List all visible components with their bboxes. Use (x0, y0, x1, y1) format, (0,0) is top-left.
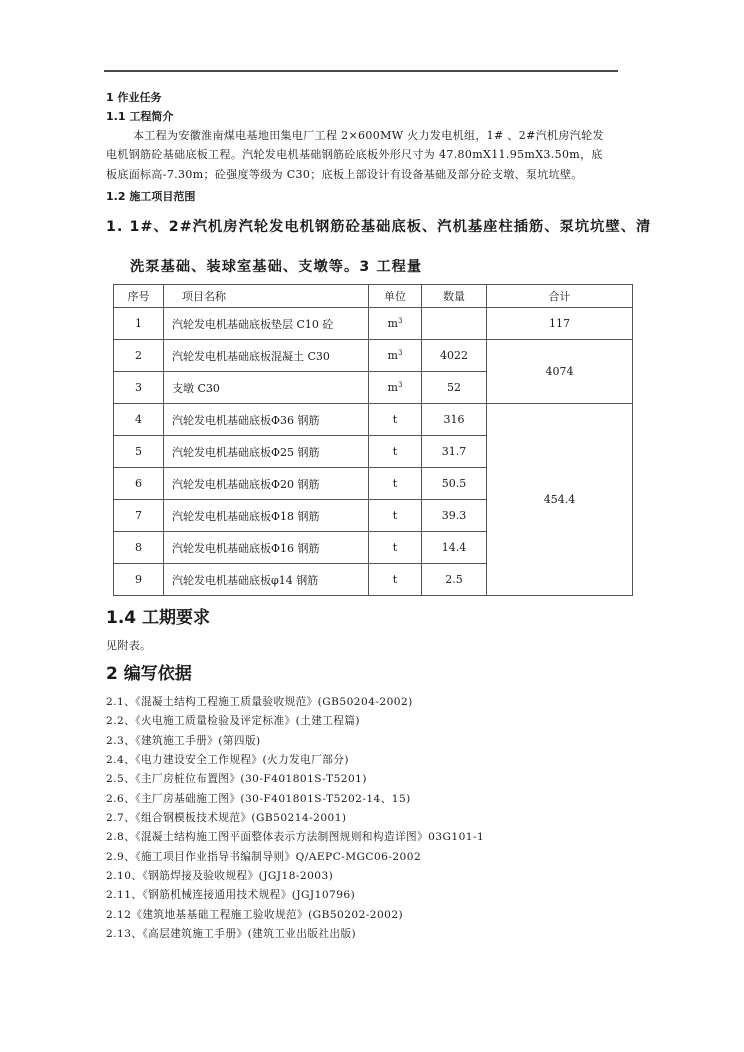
intro-line-3: 板底面标高-7.30m；砼强度等级为 C30；底板上部设计有设备基础及部分砼支墩、泵坑坑壁。 (106, 168, 583, 181)
row-unit: t (369, 404, 422, 436)
row-unit: t (369, 468, 422, 500)
reference-item: 2.2、《火电施工质量检验及评定标准》(土建工程篇) (106, 715, 360, 727)
reference-item: 2.3、《建筑施工手册》(第四版) (106, 735, 261, 747)
section-1-1-title: 1.1 工程简介 (106, 110, 174, 123)
table-row (114, 308, 633, 340)
row-unit: t (369, 500, 422, 532)
row-name: 汽轮发电机基础底板混凝土 C30 (164, 340, 369, 372)
row-qty: 39.3 (422, 500, 487, 532)
row-name: 汽轮发电机基础底板Φ20 钢筋 (164, 468, 369, 500)
table-row (114, 404, 633, 436)
row-qty: 4022 (422, 340, 487, 372)
row-no: 2 (114, 340, 164, 372)
row-unit (369, 340, 422, 372)
reference-item: 2.8、《混凝土结构施工图平面整体表示方法制图规则和构造详图》03G101-1 (106, 831, 485, 843)
row-no: 6 (114, 468, 164, 500)
row-name: 汽轮发电机基础底板Φ16 钢筋 (164, 532, 369, 564)
row-total: 4074 (487, 340, 633, 404)
reference-item: 2.12《建筑地基基础工程施工验收规范》(GB50202-2002) (106, 909, 404, 921)
reference-item: 2.5、《主厂房桩位布置图》(30-F401801S-T5201) (106, 773, 367, 785)
row-no: 5 (114, 436, 164, 468)
row-total: 117 (487, 308, 633, 340)
unit-sup: 3 (397, 381, 403, 389)
row-unit (369, 372, 422, 404)
row-qty: 2.5 (422, 564, 487, 596)
intro-line-2: 电机钢筋砼基础底板工程。汽轮发电机基础钢筋砼底板外形尺寸为 47.80mX11.95mX3.50m，底 (106, 148, 603, 161)
row-name: 汽轮发电机基础底板φ14 钢筋 (164, 564, 369, 596)
section-1-title: 1 作业任务 (106, 91, 162, 104)
reference-item: 2.7、《组合钢模板技术规范》(GB50214-2001) (106, 812, 347, 824)
unit-text: m (387, 349, 398, 362)
scope-line-1: 1. 1#、2#汽机房汽轮发电机钢筋砼基础底板、汽机基座柱插筋、泵坑坑壁、清 (106, 219, 652, 235)
header-name: 项目名称 (164, 285, 369, 308)
row-qty: 52 (422, 372, 487, 404)
row-name: 汽轮发电机基础底板垫层 C10 砼 (164, 308, 369, 340)
reference-item: 2.9、《施工项目作业指导书编制导则》Q/AEPC-MGC06-2002 (106, 851, 422, 863)
header-qty: 数量 (422, 285, 487, 308)
row-no: 9 (114, 564, 164, 596)
intro-line-1: 本工程为安徽淮南煤电基地田集电厂工程 2×600MW 火力发电机组，1# 、2#汽机房汽轮发 (133, 129, 604, 142)
unit-sup: 3 (397, 349, 403, 357)
row-qty (422, 308, 487, 340)
section-1-4-title: 1.4 工期要求 (106, 608, 211, 628)
scope-line-2: 洗泵基础、装球室基础、支墩等。3 工程量 (130, 259, 423, 275)
row-qty: 31.7 (422, 436, 487, 468)
row-no: 3 (114, 372, 164, 404)
row-no: 1 (114, 308, 164, 340)
reference-item: 2.13、《高层建筑施工手册》(建筑工业出版社出版) (106, 928, 357, 940)
row-unit: t (369, 564, 422, 596)
row-unit (369, 308, 422, 340)
unit-sup: 3 (397, 317, 403, 325)
reference-item: 2.4、《电力建设安全工作规程》(火力发电厂部分) (106, 754, 349, 766)
reference-item: 2.10、《钢筋焊接及验收规程》(JGJ18-2003) (106, 870, 334, 882)
row-qty: 50.5 (422, 468, 487, 500)
row-unit: t (369, 532, 422, 564)
row-qty: 316 (422, 404, 487, 436)
row-no: 7 (114, 500, 164, 532)
reference-item: 2.6、《主厂房基础施工图》(30-F401801S-T5202-14、15) (106, 793, 411, 805)
table-row (114, 340, 633, 372)
reference-item: 2.11、《钢筋机械连接通用技术规程》(JGJ10796) (106, 889, 356, 901)
header-total: 合计 (487, 285, 633, 308)
row-total: 454.4 (487, 404, 633, 596)
table-header-row (114, 285, 633, 308)
reference-item: 2.1、《混凝土结构工程施工质量验收规范》(GB50204-2002) (106, 696, 413, 708)
quantity-table (113, 284, 633, 596)
unit-text: m (387, 317, 398, 330)
row-qty: 14.4 (422, 532, 487, 564)
row-name: 汽轮发电机基础底板Φ25 钢筋 (164, 436, 369, 468)
section-2-title: 2 编写依据 (106, 664, 192, 684)
row-name: 汽轮发电机基础底板Φ18 钢筋 (164, 500, 369, 532)
row-name: 支墩 C30 (164, 372, 369, 404)
header-no: 序号 (114, 285, 164, 308)
section-1-4-text: 见附表。 (106, 639, 152, 652)
row-name: 汽轮发电机基础底板Φ36 钢筋 (164, 404, 369, 436)
row-no: 8 (114, 532, 164, 564)
unit-text: m (387, 381, 398, 394)
header-unit: 单位 (369, 285, 422, 308)
row-unit: t (369, 436, 422, 468)
section-1-2-title: 1.2 施工项目范围 (106, 190, 196, 203)
header-rule (104, 70, 618, 72)
row-no: 4 (114, 404, 164, 436)
